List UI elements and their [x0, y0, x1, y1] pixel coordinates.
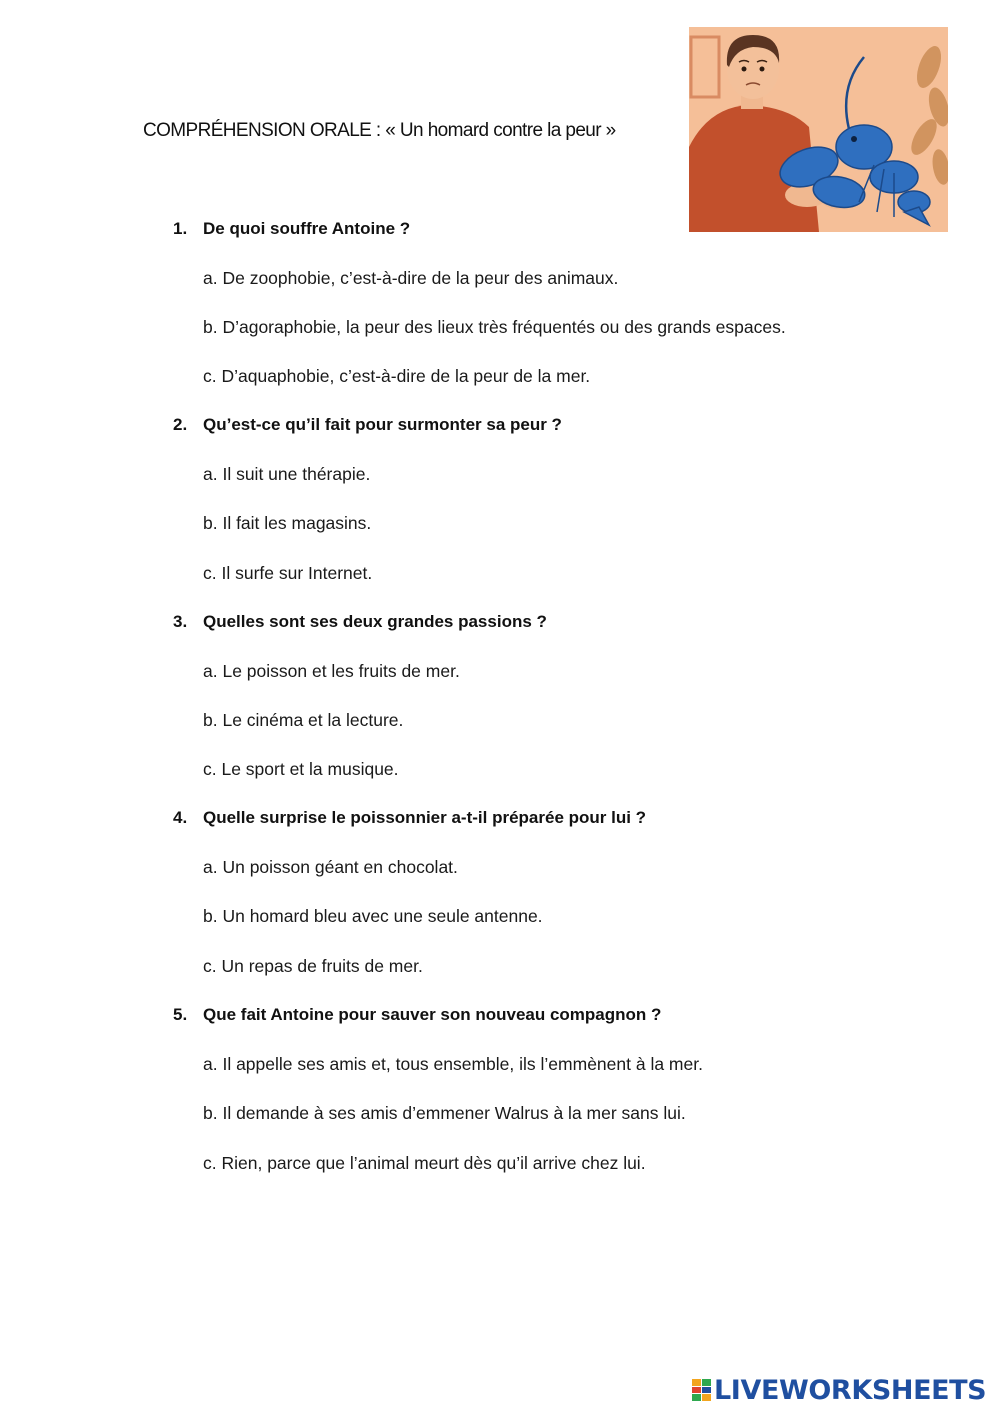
logo-text: LIVEWORKSHEETS	[714, 1374, 987, 1406]
question-text: Quelles sont ses deux grandes passions ?	[203, 612, 547, 631]
answer-option[interactable]: b. Un homard bleu avec une seule antenne.	[203, 906, 543, 926]
question-4	[173, 808, 646, 828]
question-text: Quelle surprise le poissonnier a-t-il préparée pour lui ?	[203, 808, 647, 827]
answer-option[interactable]: b. Il fait les magasins.	[203, 513, 372, 533]
answer-option[interactable]: b. Il demande à ses amis d’emmener Walrus à la mer sans lui.	[203, 1103, 686, 1123]
question-number: 1.	[173, 219, 188, 238]
answer-option[interactable]: b. Le cinéma et la lecture.	[203, 710, 404, 730]
question-3	[173, 612, 547, 632]
answer-option[interactable]: c. Le sport et la musique.	[203, 759, 399, 779]
question-number: 4.	[173, 808, 188, 827]
question-text: De quoi souffre Antoine ?	[203, 219, 411, 238]
man-with-lobster-illustration	[689, 27, 948, 232]
question-text: Qu’est-ce qu’il fait pour surmonter sa peur ?	[203, 415, 562, 434]
question-number: 5.	[173, 1005, 188, 1024]
question-5	[173, 1005, 661, 1025]
answer-option[interactable]: c. Un repas de fruits de mer.	[203, 956, 423, 976]
question-text: Que fait Antoine pour sauver son nouveau compagnon ?	[203, 1005, 662, 1024]
question-number: 3.	[173, 612, 188, 631]
question-1	[173, 219, 410, 239]
logo-mark-icon	[692, 1379, 711, 1401]
answer-option[interactable]: b. D’agoraphobie, la peur des lieux très fréquentés ou des grands espaces.	[203, 317, 786, 337]
question-number: 2.	[173, 415, 188, 434]
answer-option[interactable]: c. Rien, parce que l’animal meurt dès qu’il arrive chez lui.	[203, 1153, 646, 1173]
worksheet-title: COMPRÉHENSION ORALE : « Un homard contre la peur »	[143, 120, 616, 141]
answer-option[interactable]: a. Il appelle ses amis et, tous ensemble, ils l’emmènent à la mer.	[203, 1054, 703, 1074]
liveworksheets-logo[interactable]	[692, 1374, 986, 1406]
answer-option[interactable]: c. Il surfe sur Internet.	[203, 563, 373, 583]
answer-option[interactable]: a. De zoophobie, c’est-à-dire de la peur des animaux.	[203, 268, 619, 288]
answer-option[interactable]: a. Il suit une thérapie.	[203, 464, 371, 484]
answer-option[interactable]: a. Le poisson et les fruits de mer.	[203, 661, 460, 681]
answer-option[interactable]: c. D’aquaphobie, c’est-à-dire de la peur de la mer.	[203, 366, 591, 386]
question-2	[173, 415, 562, 435]
answer-option[interactable]: a. Un poisson géant en chocolat.	[203, 857, 458, 877]
